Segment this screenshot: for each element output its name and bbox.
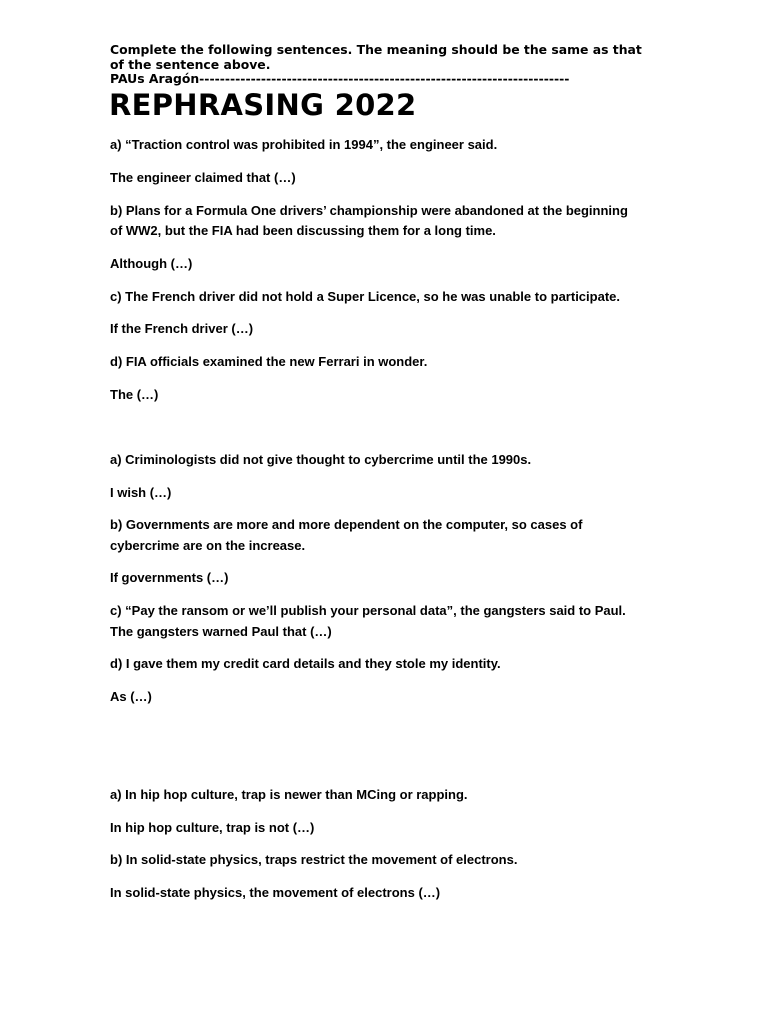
answer-2a: I wish (…) [110,485,172,500]
instructions-line: of the sentence above. [110,56,271,72]
prompt-1b: b) Plans for a Formula One drivers’ championship were abandoned at the beginning [110,203,628,218]
answer-3b: In solid-state physics, the movement of electrons (…) [110,885,441,900]
answer-1c: If the French driver (…) [110,321,254,336]
answer-2c: The gangsters warned Paul that (…) [110,624,332,639]
prompt-2b: b) Governments are more and more dependent on the computer, so cases of [110,517,583,532]
prompt-2b-cont: cybercrime are on the increase. [110,538,306,553]
prompt-3b: b) In solid-state physics, traps restrict the movement of electrons. [110,852,518,867]
answer-1b: Although (…) [110,256,193,271]
answer-1d: The (…) [110,387,159,402]
source-line: PAUs Aragón------------------------------------------------------------------------ [110,71,570,86]
instructions [110,43,710,87]
prompt-1c: c) The French driver did not hold a Super Licence, so he was unable to participate. [110,289,620,304]
answer-2d: As (…) [110,689,152,704]
prompt-1d: d) FIA officials examined the new Ferrari in wonder. [110,354,428,369]
page-title: REPHRASING 2022 [109,88,417,122]
instructions-line: Complete the following sentences. The meaning should be the same as that [110,42,642,57]
prompt-2a: a) Criminologists did not give thought to cybercrime until the 1990s. [110,452,532,467]
answer-3a: In hip hop culture, trap is not (…) [110,820,315,835]
prompt-2c: c) “Pay the ransom or we’ll publish your personal data”, the gangsters said to Paul. [110,603,626,618]
prompt-1b-cont: of WW2, but the FIA had been discussing them for a long time. [110,223,496,238]
prompt-3a: a) In hip hop culture, trap is newer than MCing or rapping. [110,787,468,802]
prompt-1a: a) “Traction control was prohibited in 1994”, the engineer said. [110,137,498,152]
answer-2b: If governments (…) [110,570,229,585]
prompt-2d: d) I gave them my credit card details and they stole my identity. [110,656,501,671]
answer-1a: The engineer claimed that (…) [110,170,296,185]
